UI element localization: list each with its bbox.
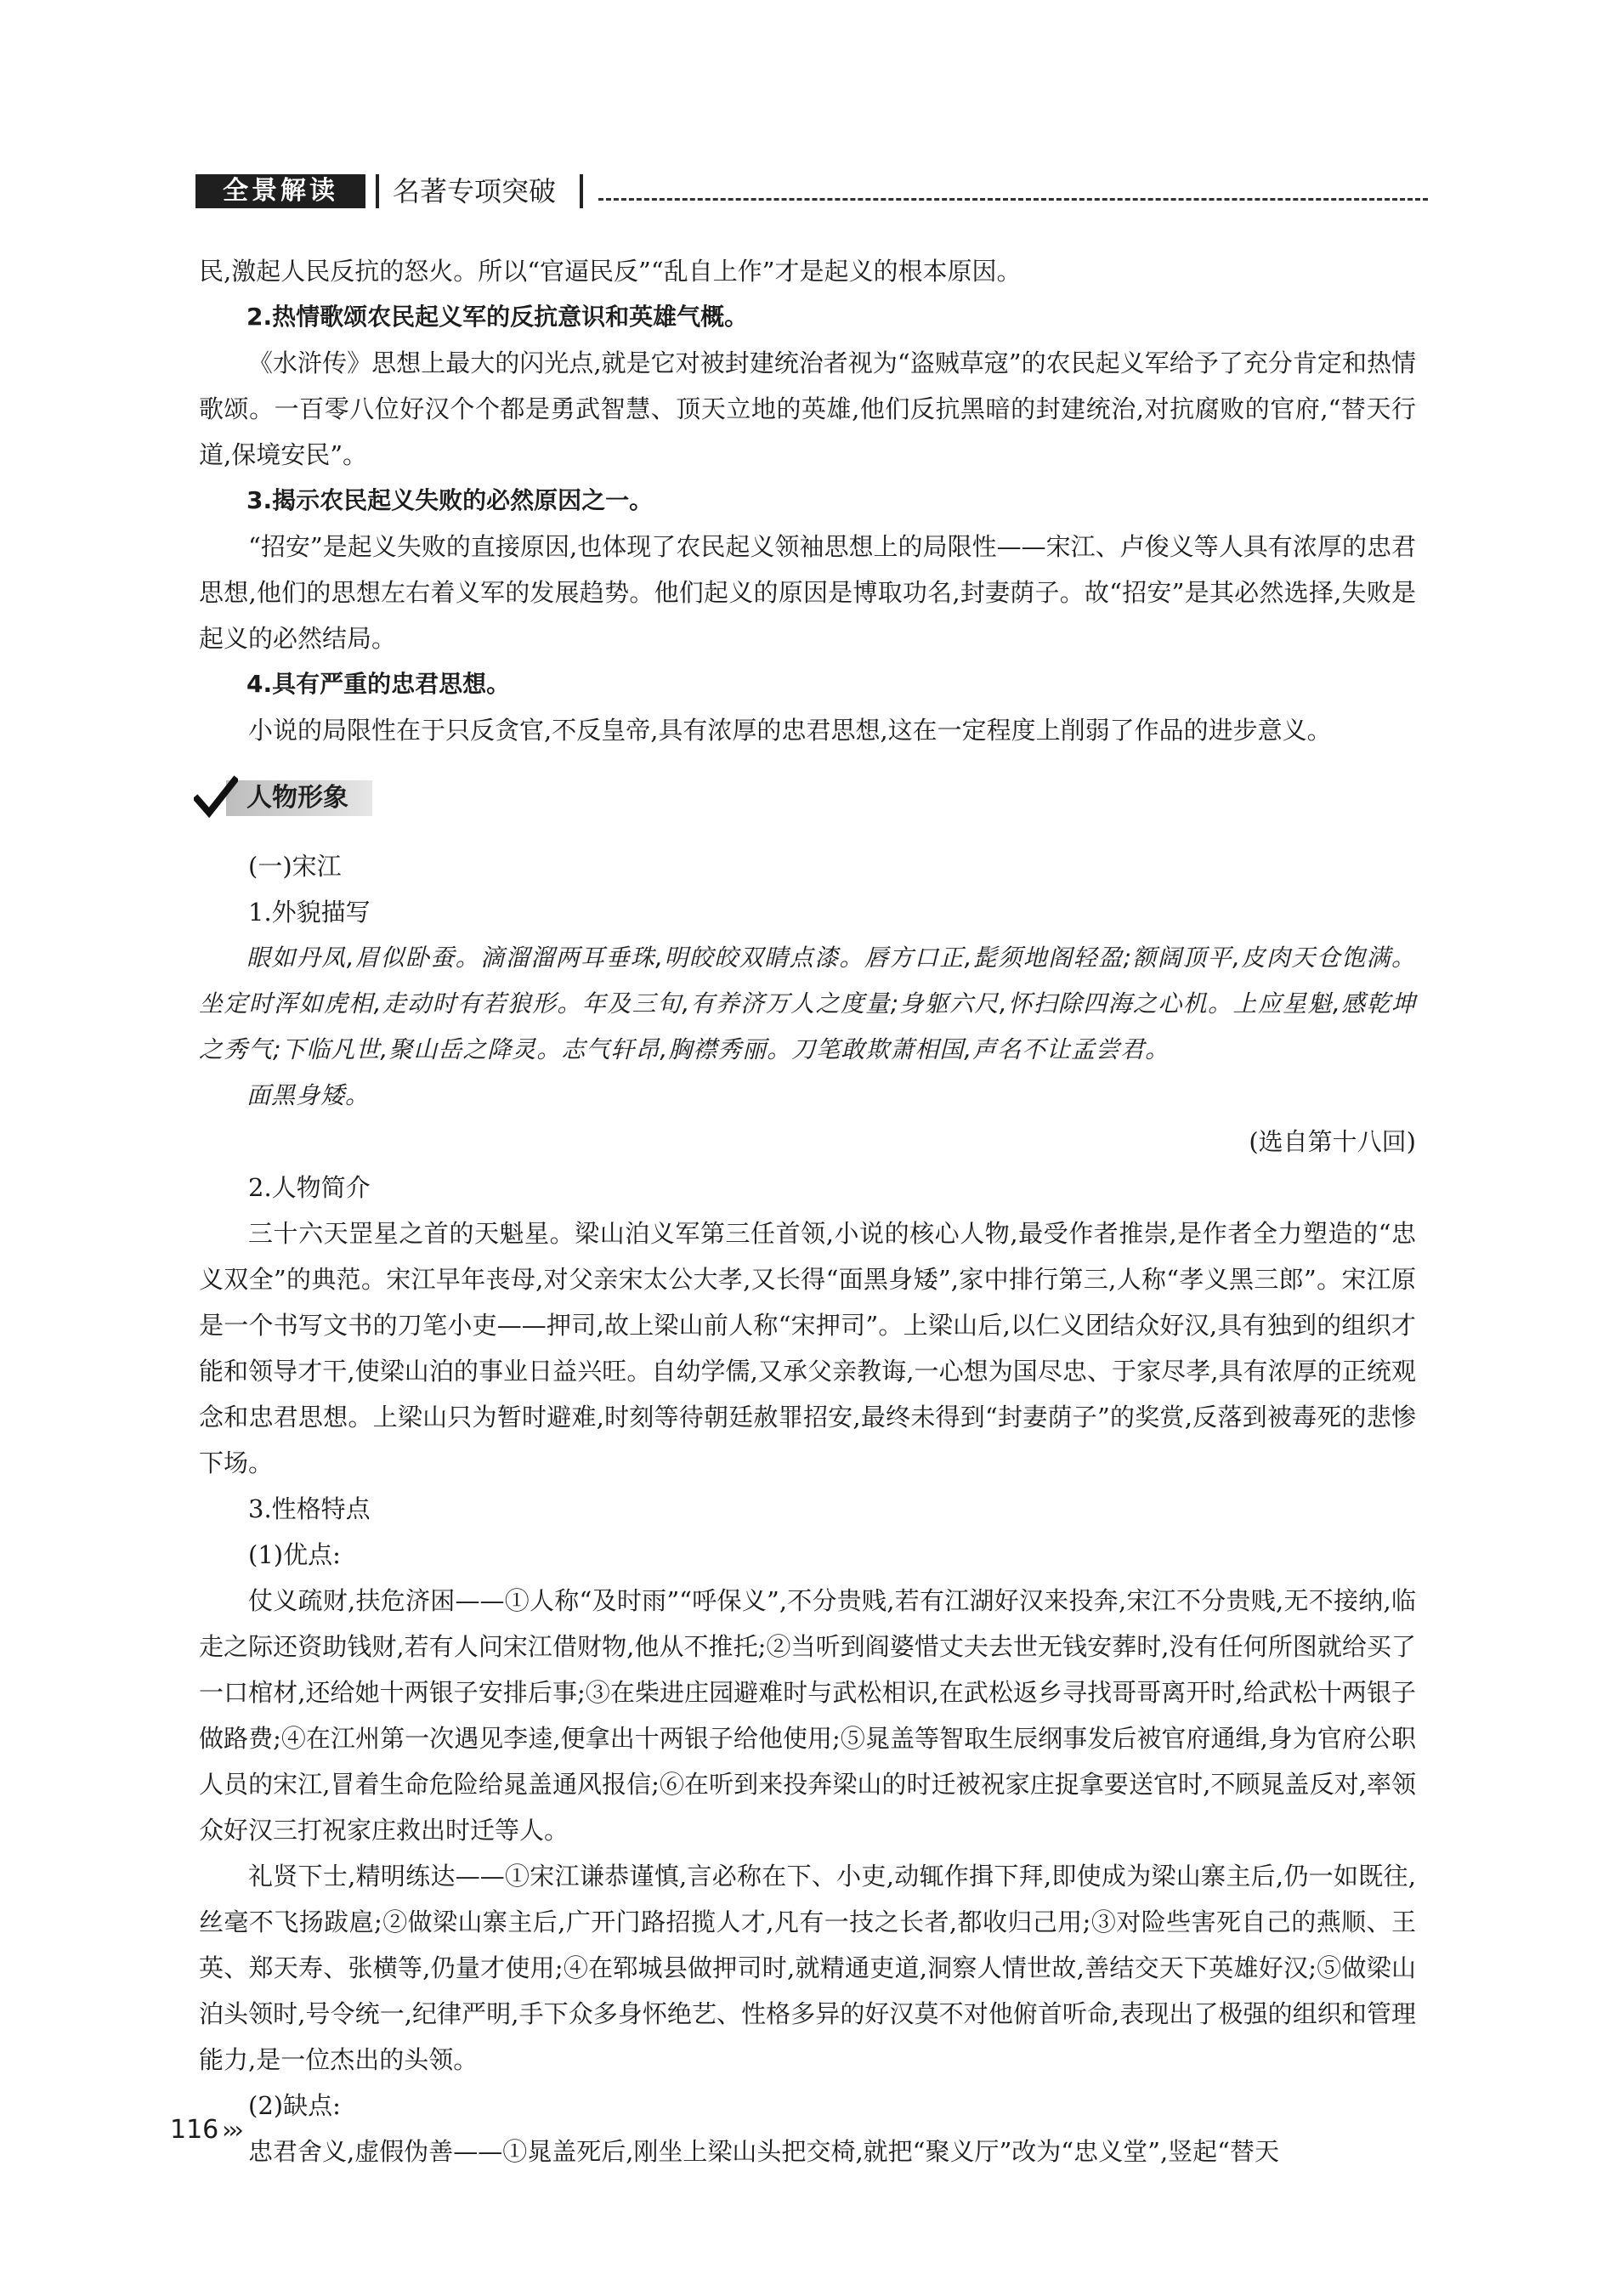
paragraph: “招安”是起义失败的直接原因,也体现了农民起义领袖思想上的局限性——宋江、卢俊义等人具有浓厚的忠君思想,他们的思想左右着义军的发展趋势。他们起义的原因是博取功名,封妻荫子。故“招安”是其必然选择,失败是起义的必然结局。 (199, 532, 1416, 653)
flaws-label: (2)缺点: (248, 2091, 341, 2120)
subheading: 2.热情歌颂农民起义军的反抗意识和英雄气概。 (246, 303, 749, 331)
appearance-quote-short: 面黑身矮。 (246, 1081, 371, 1109)
subheading: 3.性格特点 (248, 1494, 371, 1523)
paragraph: 三十六天罡星之首的天魁星。梁山泊义军第三任首领,小说的核心人物,最受作者推崇,是作者全力塑造的“忠义双全”的典范。宋江早年丧母,对父亲宋太公大孝,又长得“面黑身矮”,家中排行第三,人称“孝义黑三郎”。宋江原是一个书写文书的刀笔小吏——押司,故上梁山前人称“宋押司”。上梁山后,以仁义团结众好汉,具有独到的组织才能和领导才干,使梁山泊的事业日益兴旺。自幼学儒,又承父亲教诲,一心想为国尽忠、于家尽孝,具有浓厚的正统观念和忠君思想。上梁山只为暂时避难,时刻等待朝廷赦罪招安,最终未得到“封妻荫子”的奖赏,反落到被毒死的悲惨下场。 (199, 1219, 1416, 1477)
paragraph: 民,激起人民反抗的怒火。所以“官逼民反”“乱自上作”才是起义的根本原因。 (199, 257, 1022, 286)
section-title: 人物形象 (226, 780, 372, 816)
merits-label: (1)优点: (248, 1540, 341, 1569)
header-subtitle: 名著专项突破 (393, 175, 557, 207)
subheading: 2.人物简介 (248, 1173, 371, 1202)
page-number: 116 (170, 2115, 219, 2145)
header-dashed-rule (598, 198, 1428, 201)
arrows-icon: ››› (222, 2116, 241, 2144)
header-divider (376, 174, 379, 208)
page-footer (170, 2115, 241, 2145)
header-badge: 全景解读 (195, 174, 365, 208)
paragraph: 礼贤下士,精明练达——①宋江谦恭谨慎,言必称在下、小吏,动辄作揖下拜,即使成为梁山寨主后,仍一如既往,丝毫不飞扬跋扈;②做梁山寨主后,广开门路招揽人才,凡有一技之长者,都收归己用;③对险些害死自己的燕顺、王英、郑天寿、张横等,仍量才使用;④在郓城县做押司时,就精通吏道,洞察人情世故,善结交天下英雄好汉;⑤做梁山泊头领时,号令统一,纪律严明,手下众多身怀绝艺、性格多异的好汉莫不对他俯首听命,表现出了极强的组织和管理能力,是一位杰出的头领。 (199, 1862, 1416, 2074)
subheading: 4.具有严重的忠君思想。 (246, 670, 511, 698)
section-banner (194, 775, 372, 819)
paragraph: 《水浒传》思想上最大的闪光点,就是它对被封建统治者视为“盗贼草寇”的农民起义军给予了充分肯定和热情歌颂。一百零八位好汉个个都是勇武智慧、顶天立地的英雄,他们反抗黑暗的封建统治,对抗腐败的官府,“替天行道,保境安民”。 (199, 349, 1416, 469)
paragraph: 小说的局限性在于只反贪官,不反皇帝,具有浓厚的忠君思想,这在一定程度上削弱了作品的进步意义。 (248, 716, 1332, 745)
page-content (199, 248, 1416, 2174)
paragraph: 仗义疏财,扶危济困——①人称“及时雨”“呼保义”,不分贵贱,若有江湖好汉来投奔,宋江不分贵贱,无不接纳,临走之际还资助钱财,若有人问宋江借财物,他从不推托;②当听到阎婆惜丈夫去世无钱安葬时,没有任何所图就给买了一口棺材,还给她十两银子安排后事;③在柴进庄园避难时与武松相识,在武松返乡寻找哥哥离开时,给武松十两银子做路费;④在江州第一次遇见李逵,便拿出十两银子给他使用;⑤晁盖等智取生辰纲事发后被官府通缉,身为官府公职人员的宋江,冒着生命危险给晁盖通风报信;⑥在听到来投奔梁山的时迁被祝家庄捉拿要送官时,不顾晁盖反对,率领众好汉三打祝家庄救出时迁等人。 (199, 1586, 1416, 1845)
page-header (195, 174, 1428, 215)
header-divider (580, 174, 583, 208)
subheading: 3.揭示农民起义失败的必然原因之一。 (246, 486, 654, 514)
quote-source: (选自第十八回) (1249, 1127, 1416, 1156)
checkmark-icon (194, 775, 238, 819)
character-name-heading: (一)宋江 (248, 852, 342, 881)
paragraph: 忠君舍义,虚假伪善——①晁盖死后,刚坐上梁山头把交椅,就把“聚义厅”改为“忠义堂”,竖起“替天 (248, 2137, 1280, 2166)
appearance-quote: 眼如丹凤,眉似卧蚕。滴溜溜两耳垂珠,明皎皎双睛点漆。唇方口正,髭须地阁轻盈;额阔顶平,皮肉天仓饱满。坐定时浑如虎相,走动时有若狼形。年及三旬,有养济万人之度量;身躯六尺,怀扫除四海之心机。上应星魁,感乾坤之秀气;下临凡世,聚山岳之降灵。志气轩昂,胸襟秀丽。刀笔敢欺萧相国,声名不让孟尝君。 (199, 944, 1416, 1063)
subheading: 1.外貌描写 (248, 898, 371, 927)
